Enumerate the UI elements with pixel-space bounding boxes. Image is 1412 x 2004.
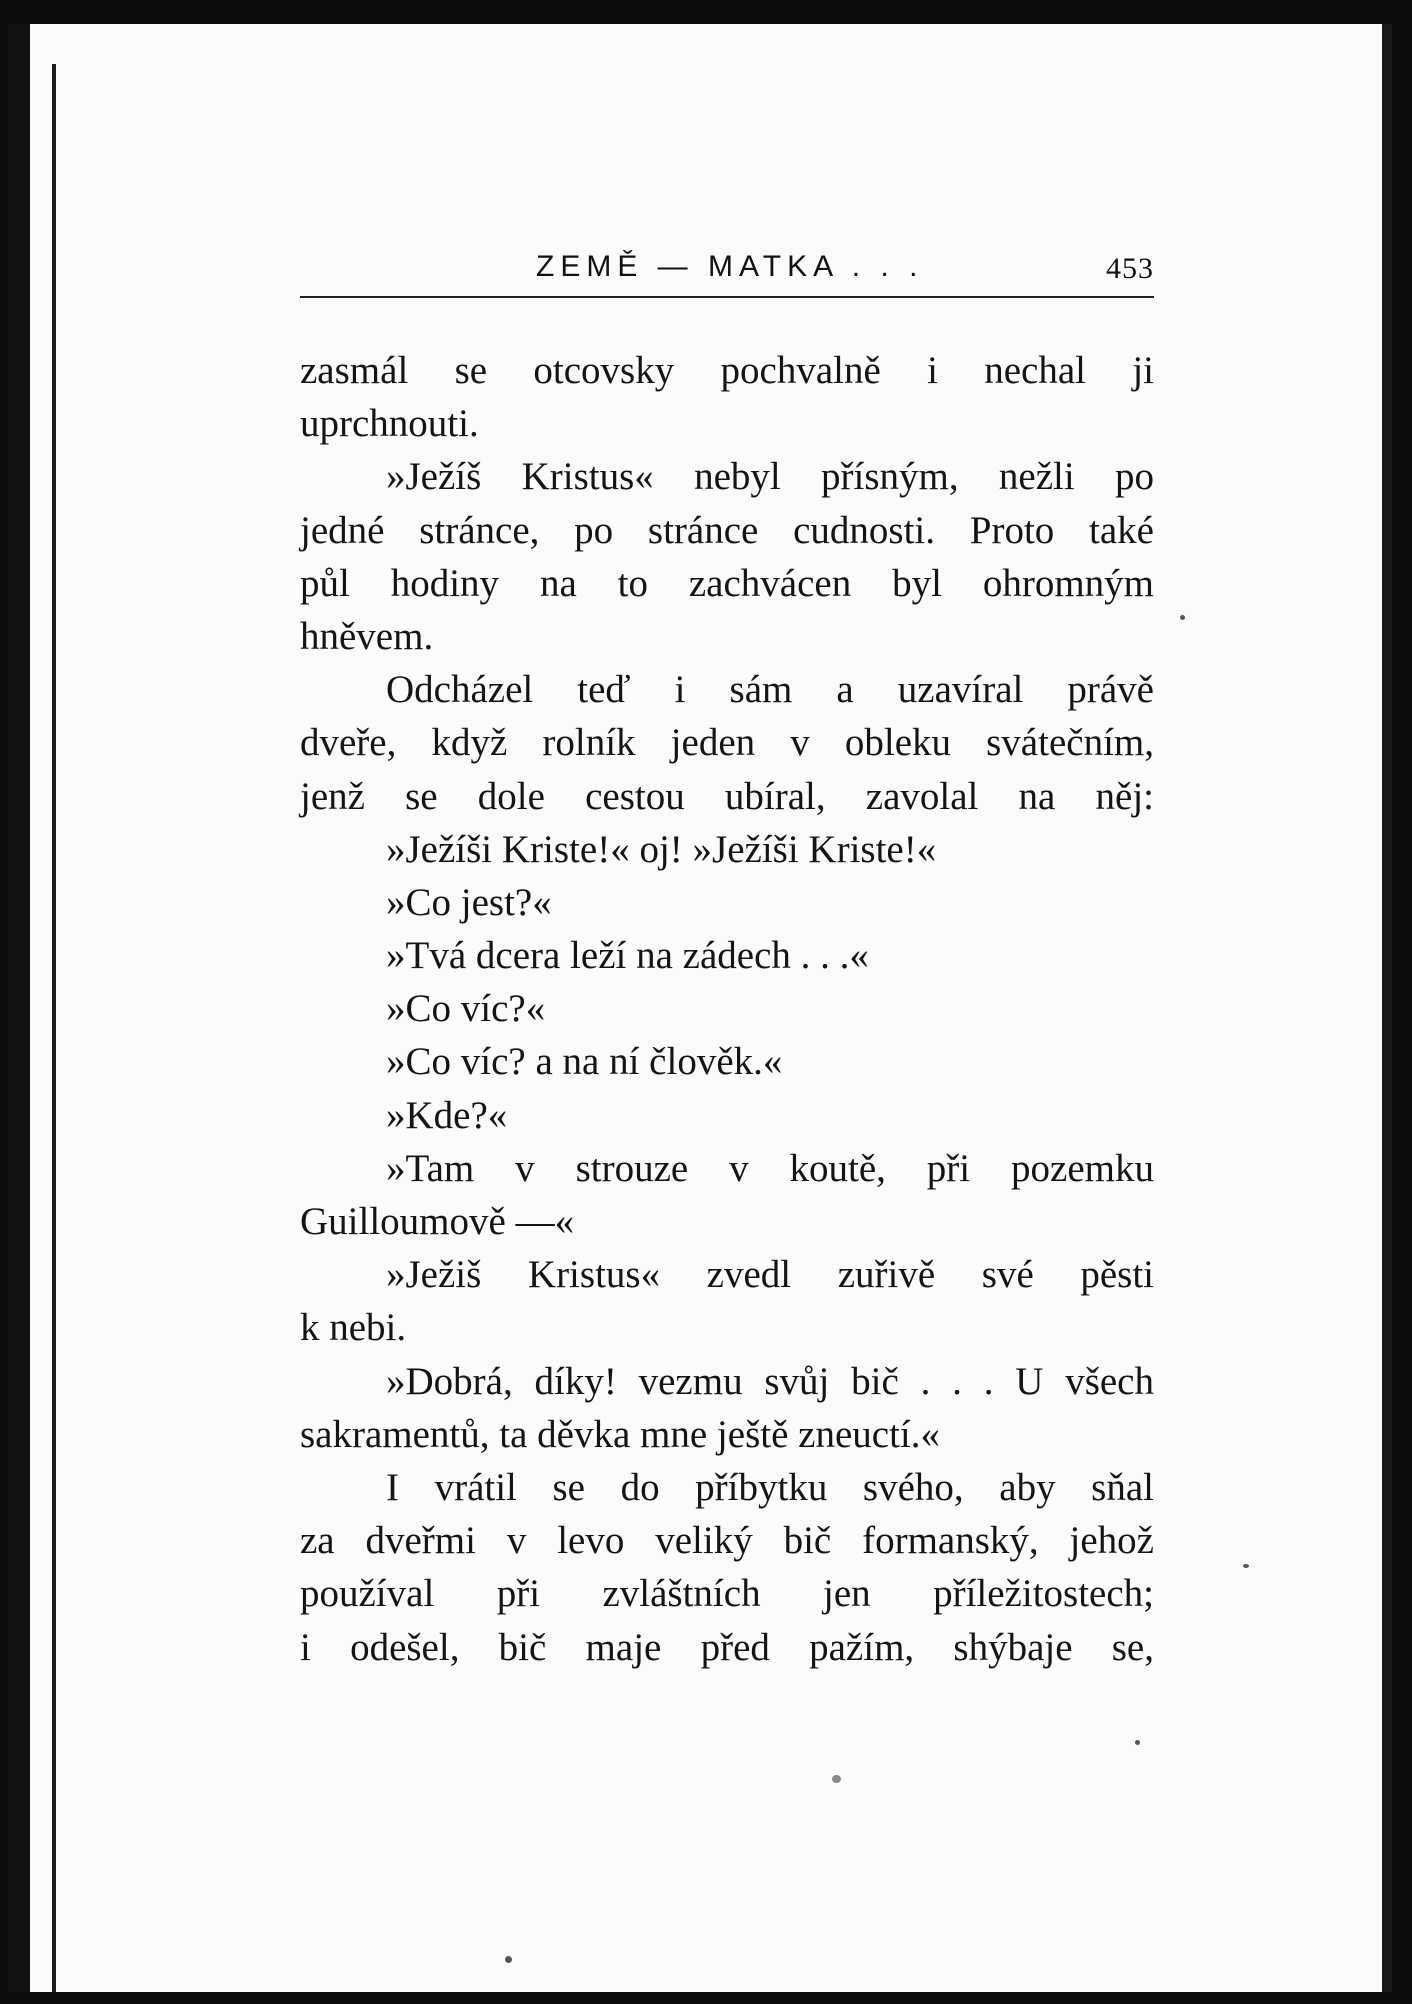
page-edge-shadow	[1382, 24, 1392, 1992]
print-speck	[505, 1956, 512, 1963]
text-line: »Ježíš Kristus« nebyl přísným, nežli po	[386, 455, 1154, 499]
page-header	[300, 250, 1154, 298]
print-speck	[832, 1775, 841, 1783]
text-line: »Co víc? a na ní člověk.«	[386, 1040, 783, 1084]
text-line: »Tvá dcera leží na zádech . . .«	[386, 934, 869, 978]
text-line: Guilloumově —«	[300, 1200, 575, 1243]
text-line: »Co víc?«	[386, 987, 546, 1031]
binding-edge	[52, 64, 56, 1992]
text-line: uprchnouti.	[300, 402, 479, 446]
text-line: »Ježíši Kriste!« oj! »Ježíši Kriste!«	[386, 827, 937, 871]
text-line: půl hodiny na to zachvácen byl ohromným	[300, 561, 1154, 605]
text-line: I vrátil se do příbytku svého, aby sňal	[386, 1465, 1154, 1509]
print-speck	[1243, 1564, 1249, 1568]
print-speck	[1135, 1740, 1140, 1745]
text-line: »Kde?«	[386, 1093, 508, 1137]
text-line: jedné stránce, po stránce cudnosti. Proto také	[300, 508, 1154, 552]
text-line: i odešel, bič maje před pažím, shýbaje se,	[300, 1625, 1154, 1669]
text-line: za dveřmi v levo veliký bič formanský, jehož	[300, 1519, 1154, 1563]
print-speck	[1180, 615, 1185, 620]
text-line: »Dobrá, díky! vezmu svůj bič . . . U všech	[386, 1359, 1154, 1403]
text-line: hněvem.	[300, 614, 434, 658]
text-line: Odcházel teď i sám a uzavíral právě	[386, 668, 1154, 712]
text-line: »Ježiš Kristus« zvedl zuřivě své pěsti	[386, 1253, 1154, 1297]
body-text	[300, 344, 1154, 1674]
page-number: 453	[1106, 252, 1154, 285]
running-head: ZEMĚ — MATKA . . .	[536, 250, 924, 283]
text-line: používal při zvláštních jen příležitostech;	[300, 1572, 1154, 1616]
text-line: sakramentů, ta děvka mne ještě zneuctí.«	[300, 1412, 940, 1456]
text-line: jenž se dole cestou ubíral, zavolal na něj:	[300, 774, 1154, 818]
text-line: k nebi.	[300, 1306, 407, 1350]
text-line: »Co jest?«	[386, 880, 552, 924]
text-line: dveře, když rolník jeden v obleku svátečním,	[300, 721, 1154, 765]
text-line: »Tam v strouze v koutě, při pozemku	[386, 1146, 1154, 1190]
text-line: zasmál se otcovsky pochvalně i nechal ji	[300, 349, 1154, 392]
